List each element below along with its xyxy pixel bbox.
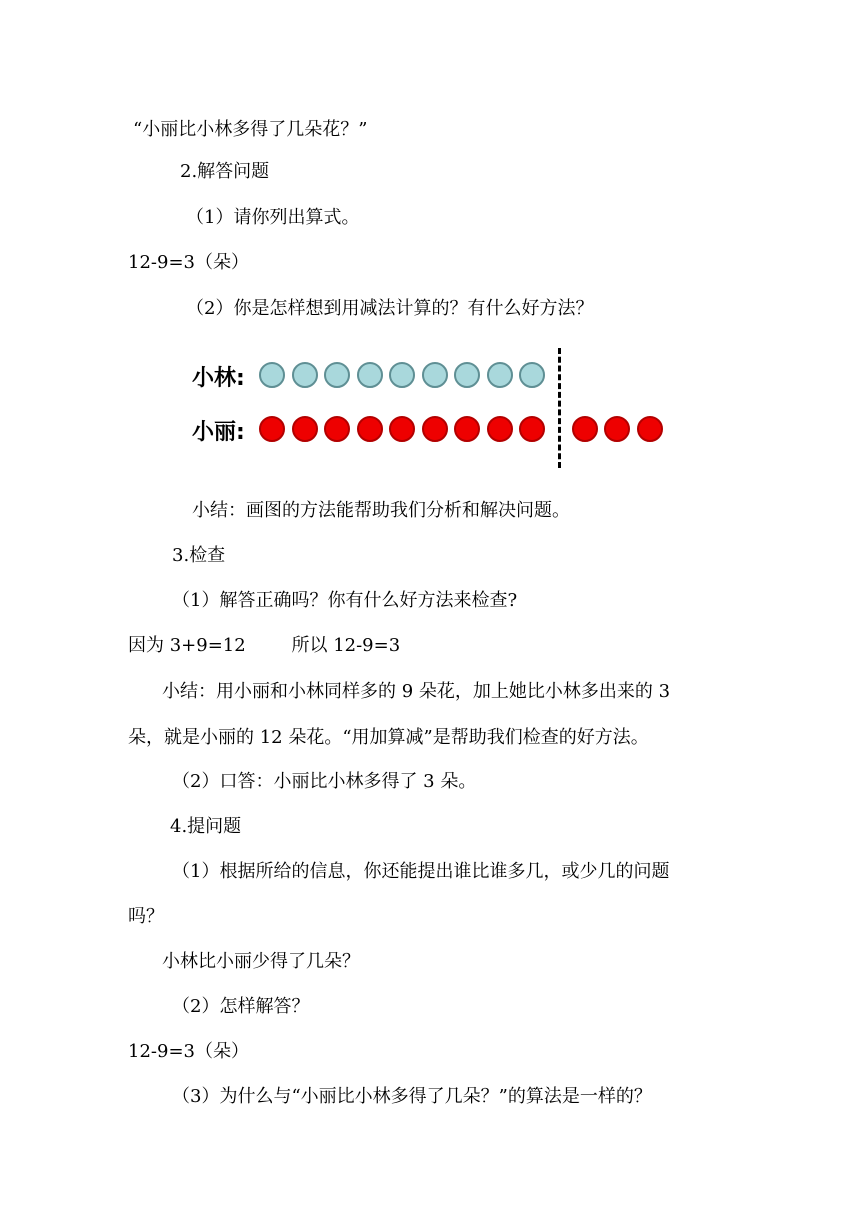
xiaolin-flower-dot	[454, 362, 480, 388]
equation-answer-2: 12-9=3（朵）	[128, 1041, 249, 1062]
equation-answer: 12-9=3（朵）	[128, 252, 249, 273]
xiaoli-flower-dot	[637, 416, 663, 442]
check-equations: 因为 3+9=12 所以 12-9=3	[128, 635, 401, 656]
xiaoli-flower-dot	[357, 416, 383, 442]
xiaolin-flower-dot	[519, 362, 545, 388]
xiaolin-flower-dot	[487, 362, 513, 388]
section-heading-answer: 2.解答问题	[180, 161, 270, 182]
xiaolin-flower-dot	[324, 362, 350, 388]
xiaolin-flower-dot	[259, 362, 285, 388]
new-question: 小林比小丽少得了几朵？	[162, 951, 360, 972]
xiaolin-flower-dot	[357, 362, 383, 388]
question-text: “小丽比小林多得了几朵花？”	[133, 119, 368, 140]
dashed-divider	[558, 348, 561, 468]
section-heading-ask: 4.提问题	[170, 816, 242, 837]
xiaoli-flower-dot	[292, 416, 318, 442]
xiaolin-flower-dot	[292, 362, 318, 388]
comparison-diagram	[192, 346, 672, 472]
label-xiaoli: 小丽:	[192, 420, 245, 445]
step-how-solve: （2）怎样解答？	[172, 996, 310, 1017]
xiaoli-flower-dot	[389, 416, 415, 442]
xiaoli-flower-dot	[572, 416, 598, 442]
step-ask-line1: （1）根据所给的信息，你还能提出谁比谁多几，或少几的问题	[172, 861, 670, 882]
xiaoli-flower-dot	[454, 416, 480, 442]
step-why-same: （3）为什么与“小丽比小林多得了几朵？”的算法是一样的？	[172, 1086, 652, 1107]
summary-check-line2: 朵，就是小丽的 12 朵花。“用加算减”是帮助我们检查的好方法。	[128, 727, 649, 748]
step-list-equation: （1）请你列出算式。	[186, 207, 360, 228]
xiaoli-flower-dot	[519, 416, 545, 442]
summary-check-line1: 小结：用小丽和小林同样多的 9 朵花，加上她比小林多出来的 3	[162, 681, 671, 702]
xiaolin-flower-dot	[422, 362, 448, 388]
xiaoli-flower-dot	[604, 416, 630, 442]
xiaoli-flower-dot	[259, 416, 285, 442]
summary-drawing: 小结：画图的方法能帮助我们分析和解决问题。	[192, 500, 570, 521]
oral-answer: （2）口答：小丽比小林多得了 3 朵。	[172, 771, 477, 792]
section-heading-check: 3.检查	[172, 545, 226, 566]
xiaoli-flower-dot	[487, 416, 513, 442]
step-check-correct: （1）解答正确吗？你有什么好方法来检查?	[172, 590, 518, 611]
xiaoli-flower-dot	[324, 416, 350, 442]
xiaoli-flower-dot	[422, 416, 448, 442]
step-how-think: （2）你是怎样想到用减法计算的？有什么好方法？	[186, 298, 594, 319]
xiaolin-flower-dot	[389, 362, 415, 388]
label-xiaolin: 小林:	[192, 366, 245, 391]
step-ask-line2: 吗？	[128, 906, 164, 927]
